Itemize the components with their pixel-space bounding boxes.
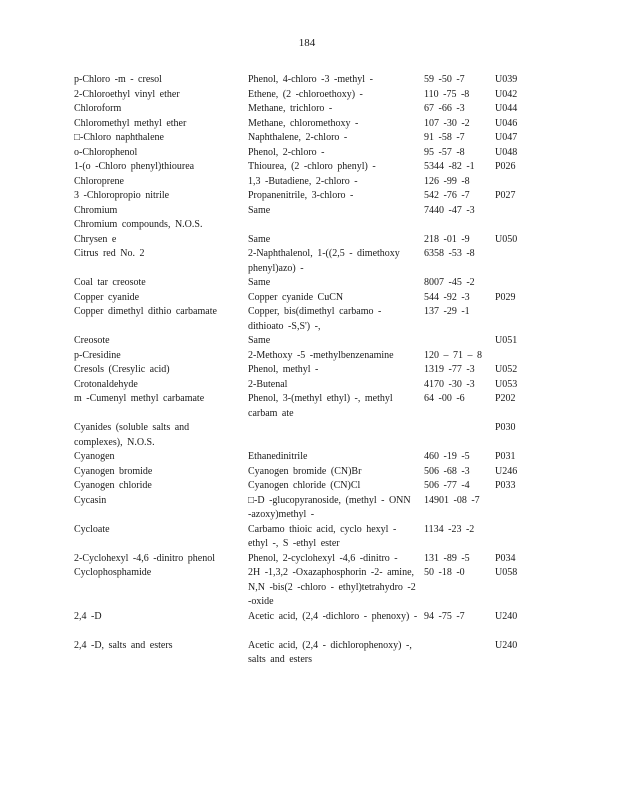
table-row [74, 610, 534, 639]
chemical-table [74, 73, 534, 668]
cas-number: 137 -29 -1 [424, 306, 470, 317]
chemical-synonym: Naphthalene, 2-chloro - [248, 132, 348, 143]
chemical-name: Cyanogen bromide [74, 465, 153, 477]
chemical-synonym: 1,3 -Butadiene, 2-chloro - [248, 175, 358, 187]
cas-number: 1319 -77 -3 [424, 364, 475, 375]
table-row [74, 465, 534, 480]
cas-number: 131 -89 -5 [424, 552, 470, 564]
chemical-name: Crotonaldehyde [74, 378, 138, 390]
waste-code: P033 [495, 480, 516, 491]
chemical-name: complexes), N.O.S. [74, 436, 155, 448]
table-row [74, 305, 534, 334]
chemical-name: Coal tar creosote [74, 277, 146, 288]
table-row [74, 276, 534, 291]
waste-code: U058 [495, 567, 518, 578]
chemical-name: Citrus red No. 2 [74, 248, 145, 259]
chemical-name: p-Cresidine [74, 349, 121, 361]
table-row [74, 146, 534, 161]
cas-number: 94 -75 -7 [424, 610, 465, 622]
chemical-synonym: Propanenitrile, 3-chloro - [248, 190, 354, 201]
chemical-name: Cycasin [74, 494, 107, 506]
table-row [74, 494, 534, 523]
chemical-name: Chrysen e [74, 233, 117, 245]
waste-code: U240 [495, 639, 518, 651]
chemical-synonym: 2-Methoxy -5 -methylbenzenamine [248, 349, 394, 361]
cas-number: 506 -77 -4 [424, 480, 470, 491]
waste-code: P031 [495, 451, 516, 462]
chemical-name: m -Cumenyl methyl carbamate [74, 393, 205, 404]
waste-code: P026 [495, 161, 516, 172]
waste-code: U046 [495, 117, 518, 129]
chemical-synonym: Same [248, 335, 271, 346]
chemical-synonym: Ethene, (2 -chloroethoxy) - [248, 88, 363, 100]
chemical-synonym: Acetic acid, (2,4 - dichlorophenoxy) -, salts and esters [248, 639, 412, 665]
cas-number: 7440 -47 -3 [424, 204, 475, 216]
table-row [74, 639, 534, 668]
waste-code: U051 [495, 335, 518, 346]
chemical-name: Chloroform [74, 103, 122, 114]
waste-code: U047 [495, 132, 518, 143]
chemical-synonym: Phenol, 3-(methyl ethyl) -, methyl carbam ate [248, 393, 393, 419]
cas-number: 126 -99 -8 [424, 175, 470, 187]
table-row [74, 349, 534, 364]
cas-number: 460 -19 -5 [424, 451, 470, 462]
table-row [74, 363, 534, 378]
table-row [74, 102, 534, 117]
chemical-synonym: Phenol, 4-chloro -3 -methyl - [248, 74, 373, 85]
waste-code: U039 [495, 74, 518, 85]
chemical-synonym: 2H -1,3,2 -Oxazaphosphorin -2- amine, N,N -bis(2 -chloro - ethyl)tetrahydro -2 -oxide [248, 567, 416, 607]
table-row [74, 392, 534, 421]
chemical-name: □-Chloro naphthalene [74, 132, 164, 143]
chemical-name: Cyclophosphamide [74, 567, 152, 578]
table-row [74, 291, 534, 306]
waste-code: U042 [495, 88, 518, 100]
cas-number: 4170 -30 -3 [424, 378, 475, 390]
chemical-name: Creosote [74, 335, 110, 346]
chemical-name: Cycloate [74, 523, 110, 535]
chemical-synonym: Phenol, 2-cyclohexyl -4,6 -dinitro - [248, 552, 398, 564]
chemical-synonym: Thiourea, (2 -chloro phenyl) - [248, 161, 376, 172]
table-row [74, 566, 534, 610]
cas-number: 5344 -82 -1 [424, 161, 475, 172]
cas-number: 107 -30 -2 [424, 117, 470, 129]
chemical-synonym: Copper cyanide CuCN [248, 291, 344, 303]
chemical-name: Chromium [74, 204, 118, 216]
waste-code: P027 [495, 190, 516, 201]
waste-code: P034 [495, 552, 516, 564]
cas-number: 67 -66 -3 [424, 103, 465, 114]
chemical-name: Chloroprene [74, 175, 124, 187]
cas-number: 59 -50 -7 [424, 74, 465, 85]
cas-number: 1134 -23 -2 [424, 523, 475, 535]
chemical-synonym: Methane, chloromethoxy - [248, 117, 359, 129]
cas-number: 506 -68 -3 [424, 465, 470, 477]
chemical-synonym: Phenol, methyl - [248, 364, 319, 375]
table-row [74, 88, 534, 103]
table-row [74, 334, 534, 349]
cas-number: 544 -92 -3 [424, 291, 470, 303]
chemical-synonym: Methane, trichloro - [248, 103, 333, 114]
table-row [74, 160, 534, 175]
chemical-synonym: Acetic acid, (2,4 -dichloro - phenoxy) - [248, 610, 418, 622]
waste-code: P202 [495, 393, 516, 404]
chemical-name: Chromium compounds, N.O.S. [74, 219, 203, 230]
table-row [74, 218, 534, 233]
table-row [74, 436, 534, 451]
chemical-name: 1-(o -Chloro phenyl)thiourea [74, 161, 195, 172]
table-row [74, 552, 534, 567]
waste-code: U240 [495, 610, 518, 622]
chemical-name: Cyanogen chloride [74, 480, 152, 491]
cas-number: 8007 -45 -2 [424, 277, 475, 288]
chemical-name: Copper dimethyl dithio carbamate [74, 306, 217, 317]
chemical-synonym: Cyanogen bromide (CN)Br [248, 465, 362, 477]
waste-code: U050 [495, 233, 518, 245]
chemical-name: Cyanides (soluble salts and [74, 422, 190, 433]
chemical-name: 2-Cyclohexyl -4,6 -dinitro phenol [74, 552, 215, 564]
chemical-name: 2,4 -D, salts and esters [74, 639, 173, 651]
chemical-synonym: Phenol, 2-chloro - [248, 146, 325, 158]
chemical-name: p-Chloro -m - cresol [74, 74, 162, 85]
cas-number: 91 -58 -7 [424, 132, 465, 143]
chemical-synonym: Copper, bis(dimethyl carbamo - dithioato -S,S') -, [248, 306, 382, 332]
table-row [74, 450, 534, 465]
table-row [74, 131, 534, 146]
cas-number: 14901 -08 -7 [424, 494, 480, 506]
chemical-synonym: Cyanogen chloride (CN)Cl [248, 480, 361, 491]
waste-code: P029 [495, 291, 516, 303]
waste-code: U053 [495, 378, 518, 390]
waste-code: U246 [495, 465, 518, 477]
chemical-name: 2-Chloroethyl vinyl ether [74, 88, 180, 100]
cas-number: 95 -57 -8 [424, 146, 465, 158]
chemical-name: Copper cyanide [74, 291, 140, 303]
chemical-synonym: 2-Naphthalenol, 1-((2,5 - dimethoxy phenyl)azo) - [248, 248, 400, 274]
chemical-name: 3 -Chloropropio nitrile [74, 190, 170, 201]
waste-code: U048 [495, 146, 518, 158]
table-row [74, 175, 534, 190]
waste-code: U052 [495, 364, 518, 375]
chemical-synonym: Carbamo thioic acid, cyclo hexyl - ethyl -, S -ethyl ester [248, 523, 397, 549]
table-row [74, 73, 534, 88]
chemical-synonym: Same [248, 233, 271, 245]
table-row [74, 204, 534, 219]
table-row [74, 479, 534, 494]
cas-number: 50 -18 -0 [424, 567, 465, 578]
chemical-name: Chloromethyl methyl ether [74, 117, 187, 129]
chemical-name: Cresols (Cresylic acid) [74, 364, 170, 375]
table-row [74, 117, 534, 132]
table-row [74, 189, 534, 204]
cas-number: 110 -75 -8 [424, 88, 470, 100]
chemical-synonym: 2-Butenal [248, 378, 288, 390]
chemical-synonym: Ethanedinitrile [248, 451, 308, 462]
cas-number: 64 -00 -6 [424, 393, 465, 404]
cas-number: 6358 -53 -8 [424, 248, 475, 259]
table-row [74, 378, 534, 393]
waste-code: U044 [495, 103, 518, 114]
chemical-name: Cyanogen [74, 451, 115, 462]
chemical-synonym: □-D -glucopyranoside, (methyl - ONN -azoxy)methyl - [248, 494, 411, 520]
cas-number: 218 -01 -9 [424, 233, 470, 245]
table-row [74, 523, 534, 552]
chemical-name: 2,4 -D [74, 610, 102, 622]
table-row [74, 233, 534, 248]
chemical-name: o-Chlorophenol [74, 146, 138, 158]
cas-number: 120 – 71 – 8 [424, 349, 482, 361]
chemical-synonym: Same [248, 204, 271, 216]
table-row [74, 247, 534, 276]
waste-code: P030 [495, 422, 516, 433]
table-row [74, 421, 534, 436]
chemical-synonym: Same [248, 277, 271, 288]
page-number: 184 [298, 37, 316, 49]
cas-number: 542 -76 -7 [424, 190, 470, 201]
